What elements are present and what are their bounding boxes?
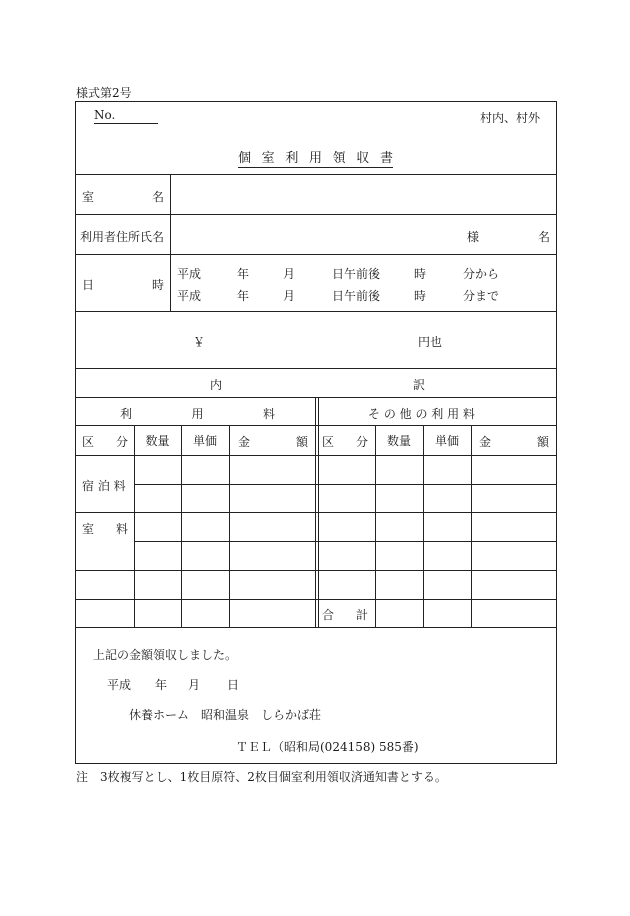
divider <box>75 368 557 369</box>
header-text: 数量 <box>145 433 170 448</box>
divider <box>134 484 557 485</box>
yen-suffix: 円也 <box>418 335 443 349</box>
title-char: 室 <box>261 151 275 166</box>
column-divider <box>134 425 135 627</box>
room-name-field[interactable] <box>176 180 551 210</box>
total-label <box>322 606 368 623</box>
datetime-label <box>82 276 164 293</box>
unit-price-header <box>423 425 471 455</box>
era-label: 平成 <box>177 289 202 303</box>
day-label: 日 <box>227 678 240 692</box>
title-char: 領 <box>332 151 346 166</box>
category-header <box>82 433 128 450</box>
divider <box>75 254 557 255</box>
divider <box>75 627 557 628</box>
month-label: 月 <box>283 289 296 303</box>
heading-char: 内 <box>210 378 223 392</box>
honorific-label <box>467 228 550 245</box>
user-address-name-field[interactable] <box>176 220 456 250</box>
room-name-label <box>82 188 164 205</box>
divider <box>75 174 557 175</box>
label-char: 様 <box>467 230 480 244</box>
lodging-fee-label: 宿 泊 料 <box>82 479 126 493</box>
header-char: 額 <box>536 435 549 449</box>
label-char: 日 <box>82 278 95 292</box>
section-divider <box>315 397 319 627</box>
year-label: 年 <box>237 267 250 281</box>
yen-symbol: ￥ <box>193 335 206 349</box>
user-address-name-label: 利用者住所氏名 <box>80 230 165 244</box>
divider <box>75 214 557 215</box>
usage-fee-heading <box>120 405 275 422</box>
header-char: 分 <box>355 435 368 449</box>
quantity-header <box>134 425 181 455</box>
day-ampm-label: 日午前後 <box>332 289 381 303</box>
quantity-header <box>375 425 423 455</box>
header-text: 単価 <box>434 433 459 448</box>
label-char: 室 <box>82 522 95 536</box>
amount-field[interactable] <box>210 324 410 354</box>
category-header <box>322 433 368 450</box>
amount-header <box>238 433 308 450</box>
header-char: 区 <box>322 435 335 449</box>
column-divider <box>181 425 182 627</box>
label-char: 時 <box>151 278 164 292</box>
room-fee-label <box>82 520 128 537</box>
header-text: 数量 <box>386 433 411 448</box>
header-text: 単価 <box>192 433 217 448</box>
month-label: 月 <box>188 678 201 692</box>
title-char: 書 <box>379 151 393 166</box>
title-char: 収 <box>356 151 370 166</box>
village-type: 村内、村外 <box>480 111 541 125</box>
divider <box>134 541 557 542</box>
column-divider <box>471 425 472 627</box>
label-char: 合 <box>322 608 335 622</box>
label-char: 名 <box>537 230 550 244</box>
year-label: 年 <box>155 678 168 692</box>
unit-price-header <box>181 425 229 455</box>
other-fee-heading: そ の 他 の 利 用 料 <box>368 407 475 421</box>
era-label: 平成 <box>177 267 202 281</box>
label-char: 名 <box>151 190 164 204</box>
header-char: 分 <box>115 435 128 449</box>
header-char: 金 <box>479 435 492 449</box>
header-char: 金 <box>238 435 251 449</box>
receipt-number-label: No. <box>94 108 116 122</box>
column-divider <box>423 425 424 627</box>
column-divider <box>229 425 230 627</box>
year-label: 年 <box>237 289 250 303</box>
receipt-number-field <box>94 108 158 124</box>
page-title <box>238 147 393 168</box>
minute-from-label: 分から <box>463 267 500 281</box>
heading-char: 利 <box>120 407 133 421</box>
heading-char: 用 <box>191 407 204 421</box>
label-char: 計 <box>355 608 368 622</box>
breakdown-heading <box>210 376 425 393</box>
form-number: 様式第2号 <box>76 86 132 100</box>
organization-name: 休養ホーム 昭和温泉 しらかば荘 <box>129 708 322 722</box>
day-ampm-label: 日午前後 <box>332 267 381 281</box>
column-divider <box>375 425 376 627</box>
heading-char: 訳 <box>412 378 425 392</box>
hour-label: 時 <box>414 267 427 281</box>
label-char: 室 <box>82 190 95 204</box>
label-char: 料 <box>115 522 128 536</box>
received-statement: 上記の金額領収しました。 <box>93 648 238 662</box>
divider <box>75 311 557 312</box>
heading-char: 料 <box>262 407 275 421</box>
title-char: 利 <box>285 151 299 166</box>
hour-label: 時 <box>414 289 427 303</box>
month-label: 月 <box>283 267 296 281</box>
title-char: 用 <box>308 151 322 166</box>
minute-to-label: 分まで <box>463 289 500 303</box>
title-char: 個 <box>238 151 252 166</box>
era-label: 平成 <box>107 678 132 692</box>
label-column-divider <box>170 174 171 311</box>
telephone: ＴＥＬ（昭和局(024158) 585番) <box>236 740 419 754</box>
footnote: 注 3枚複写とし、1枚目原符、2枚目個室利用領収済通知書とする。 <box>76 770 447 784</box>
amount-header <box>479 433 549 450</box>
header-char: 区 <box>82 435 95 449</box>
header-char: 額 <box>295 435 308 449</box>
footer-date <box>107 676 247 692</box>
